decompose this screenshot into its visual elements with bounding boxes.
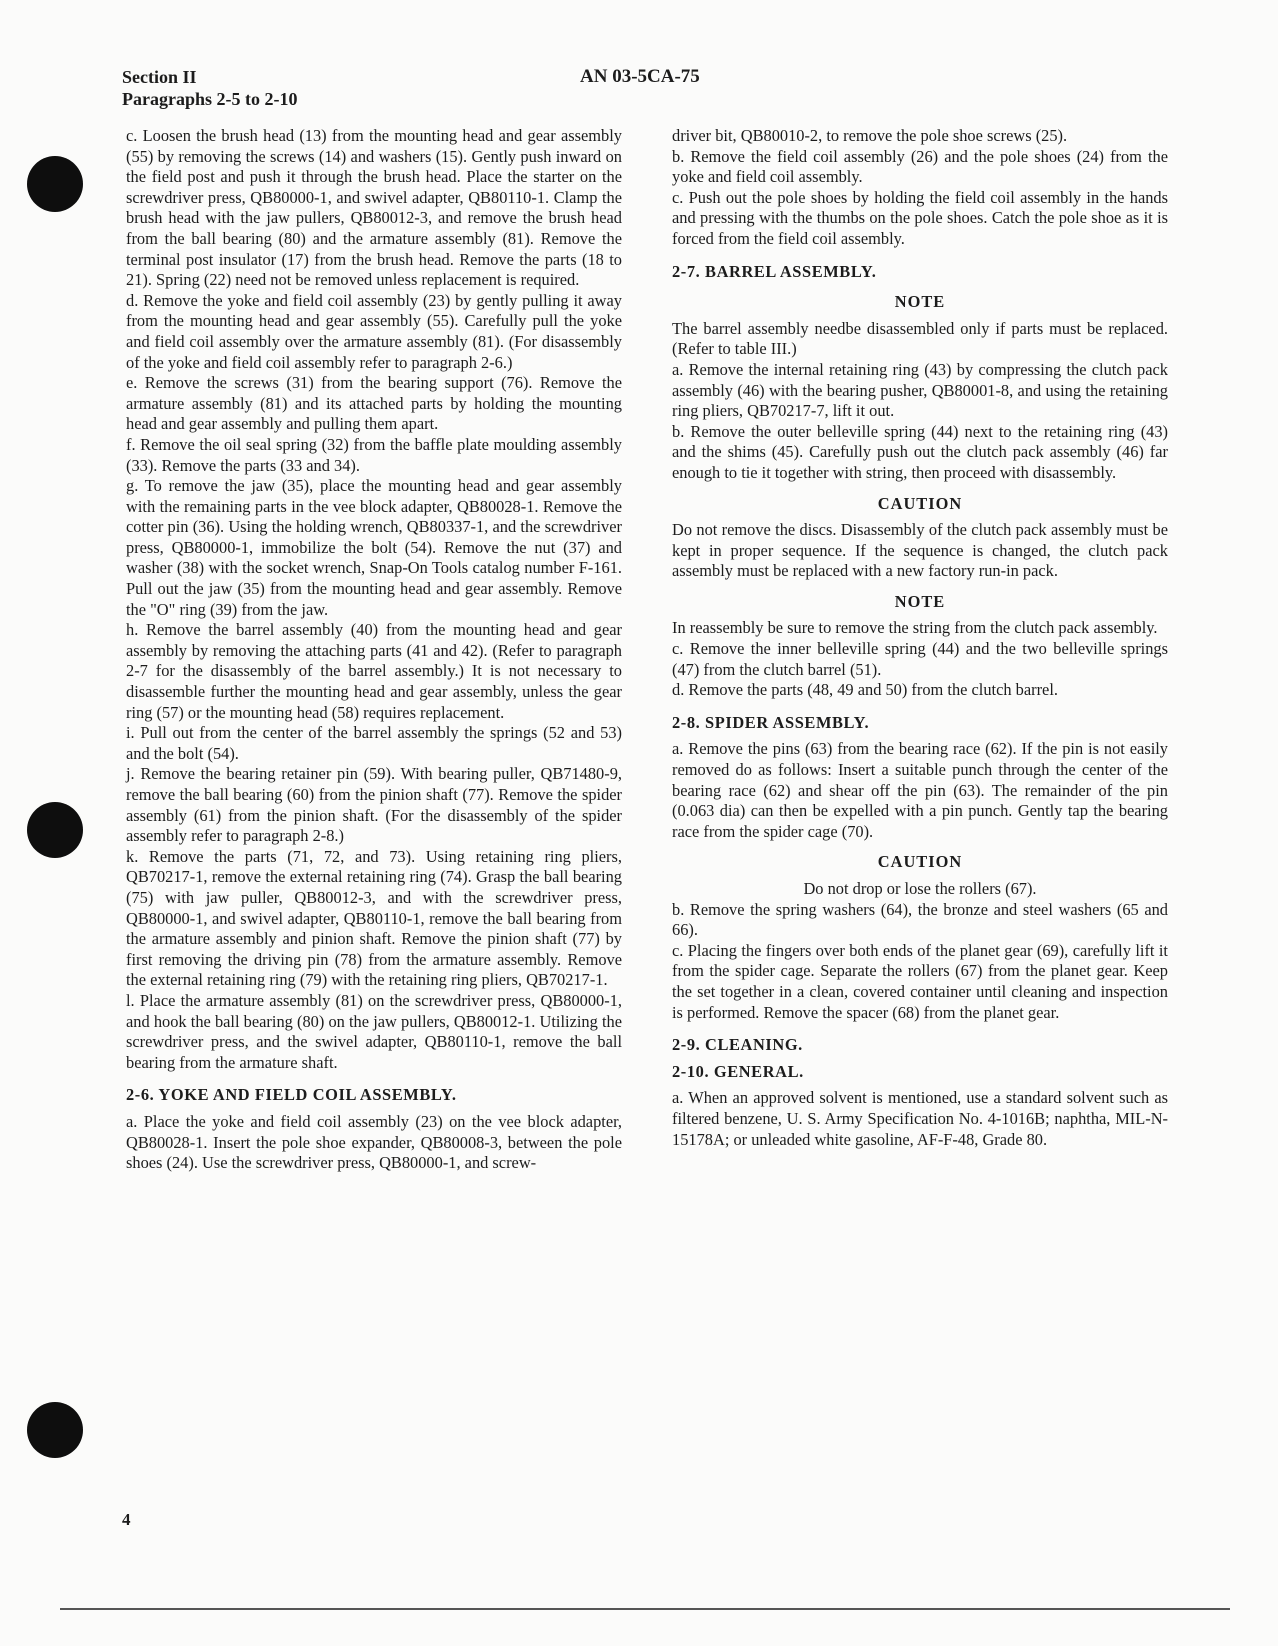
caution-text: Do not remove the discs. Disassembly of the clutch pack assembly must be kept in proper sequence. If the sequence is changed, the clutch pack assembly must be replaced with a new factory run-in pack.	[672, 520, 1168, 581]
step-2-6-a-continued: driver bit, QB80010-2, to remove the pole shoe screws (25).	[672, 126, 1068, 145]
caution-title-2: CAUTION	[877, 852, 963, 872]
step-2-7-b: b. Remove the outer belleville spring (44) next to the retaining ring (43) and the shims (45). Carefully push out the clutch pack assembly (46) far enough to tie it together with string, then proceed with disassembly.	[672, 421, 1168, 482]
section-heading-2-6: 2-6. YOKE AND FIELD COIL ASSEMBLY.	[126, 1085, 457, 1105]
step-e: e. Remove the screws (31) from the bearing support (76). Remove the armature assembly (81) and its attached parts by holding the mounting head and gear assembly and pulling them apart.	[126, 373, 622, 434]
section-heading-2-7: 2-7. BARREL ASSEMBLY.	[672, 261, 877, 281]
caution-title: CAUTION	[877, 493, 963, 513]
caution-text-2: Do not drop or lose the rollers (67).	[803, 879, 1037, 898]
step-c: c. Loosen the brush head (13) from the mounting head and gear assembly (55) by removing the screws (14) and washers (15). Gently push inward on the field post and push it through the brush head. Place the starter on the screwdriver press, QB80000-1, and swivel adapter, QB80110-1. Clamp the brush head with the jaw pullers, QB80012-3, and remove the brush head from the ball bearing (80) and the armature assembly (81). Remove the terminal post insulator (17) from the brush head. Remove the parts (18 to 21). Spring (22) need not be removed unless replacement is required.	[126, 126, 622, 290]
step-2-8-c: c. Placing the fingers over both ends of the planet gear (69), carefully lift it from the spider cage. Separate the rollers (67) from the planet gear. Keep the set together in a clean, covered container until cleaning and inspection is performed. Remove the spacer (68) from the planet gear.	[672, 940, 1168, 1022]
paragraph-range: Paragraphs 2-5 to 2-10	[122, 89, 298, 109]
step-2-7-c: c. Remove the inner belleville spring (44) and the two belleville springs (47) from the clutch barrel (51).	[672, 639, 1168, 679]
page-number: 4	[122, 1510, 131, 1529]
step-j: j. Remove the bearing retainer pin (59). With bearing puller, QB71480-9, remove the ball bearing (60) from the pinion shaft (77). Remove the spider assembly (61) from the pinion shaft. (For the disassembly of the spider assembly refer to paragraph 2-8.)	[126, 764, 622, 846]
right-column	[672, 126, 1168, 1150]
step-g: g. To remove the jaw (35), place the mounting head and gear assembly with the remaining parts in the vee block adapter, QB80028-1. Remove the cotter pin (36). Using the holding wrench, QB80337-1, and the screwdriver press, QB80000-1, immobilize the bolt (54). Remove the nut (37) and washer (38) with the socket wrench, Snap-On Tools catalog number F-161. Pull out the jaw (35) from the mounting head and gear assembly. Remove the "O" ring (39) from the jaw.	[126, 476, 622, 619]
step-2-10-a: a. When an approved solvent is mentioned, use a standard solvent such as filtered benzene, U. S. Army Specification No. 4-1016B; naphtha, MIL-N-15178A; or unleaded white gasoline, AF-F-48, Grade 80.	[672, 1088, 1168, 1149]
section-heading-2-10: 2-10. GENERAL.	[672, 1061, 804, 1081]
step-2-7-a: a. Remove the internal retaining ring (43) by compressing the clutch pack assembly (46) with the bearing pusher, QB80001-8, and using the retaining ring pliers, QB70217-7, lift it out.	[672, 359, 1168, 421]
step-2-8-a: a. Remove the pins (63) from the bearing race (62). If the pin is not easily removed do as follows: Insert a suitable punch through the center of the bearing race (62) and shear off the pin (63). The remainder of the pin (0.063 dia) can then be expelled with a pin punch. Gently tap the bearing race from the spider cage (70).	[672, 739, 1168, 841]
step-i: i. Pull out from the center of the barrel assembly the springs (52 and 53) and the bolt (54).	[126, 723, 622, 763]
note-title: NOTE	[894, 292, 946, 312]
left-column	[126, 126, 622, 1174]
note-title-2: NOTE	[894, 591, 946, 611]
section-heading-2-9: 2-9. CLEANING.	[672, 1035, 803, 1055]
step-f: f. Remove the oil seal spring (32) from the baffle plate moulding assembly (33). Remove the parts (33 and 34).	[126, 434, 622, 475]
page-header-left	[122, 66, 297, 110]
document-number: AN 03-5CA-75	[580, 66, 700, 87]
step-h: h. Remove the barrel assembly (40) from the mounting head and gear assembly by removing the attaching parts (41 and 42). (Refer to paragraph 2-7 for the disassembly of the barrel assembly.) It is not necessary to disassemble further the mounting head and gear assembly, unless the gear ring (57) or the mounting head (58) requires replacement.	[126, 620, 622, 722]
step-2-7-d: d. Remove the parts (48, 49 and 50) from the clutch barrel.	[672, 680, 1058, 700]
step-2-8-b: b. Remove the spring washers (64), the bronze and steel washers (65 and 66).	[672, 899, 1168, 940]
binder-hole-middle	[27, 802, 83, 858]
step-d: d. Remove the yoke and field coil assembly (23) by gently pulling it away from the mounting head and gear assembly (55). Carefully pull the yoke and field coil assembly over the armature assembly (81). (For disassembly of the yoke and field coil assembly refer to paragraph 2-6.)	[126, 290, 622, 372]
bottom-scan-edge	[60, 1608, 1230, 1610]
section-heading-2-8: 2-8. SPIDER ASSEMBLY.	[672, 712, 870, 732]
step-k: k. Remove the parts (71, 72, and 73). Using retaining ring pliers, QB70217-1, remove the external retaining ring (74). Grasp the ball bearing (75) with jaw puller, QB80012-3, and with the screwdriver press, QB80000-1, and swivel adapter, QB80110-1, remove the ball bearing from the armature assembly and pinion shaft. Remove the pinion shaft (77) by first removing the driving pin (78) from the armature assembly. Remove the external retaining ring (79) with the retaining ring pliers, QB70217-1.	[126, 846, 622, 990]
note-text: The barrel assembly needbe disassembled only if parts must be replaced. (Refer to table III.)	[672, 318, 1168, 359]
step-2-6-c: c. Push out the pole shoes by holding the field coil assembly in the hands and pressing with the thumbs on the pole shoes. Catch the pole shoe as it is forced from the field coil assembly.	[672, 187, 1168, 248]
step-2-6-b: b. Remove the field coil assembly (26) and the pole shoes (24) from the yoke and field coil assembly.	[672, 146, 1168, 187]
binder-hole-top	[27, 156, 83, 212]
step-2-6-a: a. Place the yoke and field coil assembly (23) on the vee block adapter, QB80028-1. Insert the pole shoe expander, QB80008-3, between the pole shoes (24). Use the screwdriver press, QB80000-1, and screw-	[126, 1111, 622, 1173]
step-l: l. Place the armature assembly (81) on the screwdriver press, QB80000-1, and hook the ball bearing (80) on the jaw pullers, QB80012-1. Utilizing the screwdriver press, and the swivel adapter, QB80110-1, remove the ball bearing from the armature shaft.	[126, 990, 622, 1072]
section-label: Section II	[122, 67, 197, 87]
binder-hole-bottom	[27, 1402, 83, 1458]
note-text-2: In reassembly be sure to remove the string from the clutch pack assembly.	[672, 618, 1158, 638]
